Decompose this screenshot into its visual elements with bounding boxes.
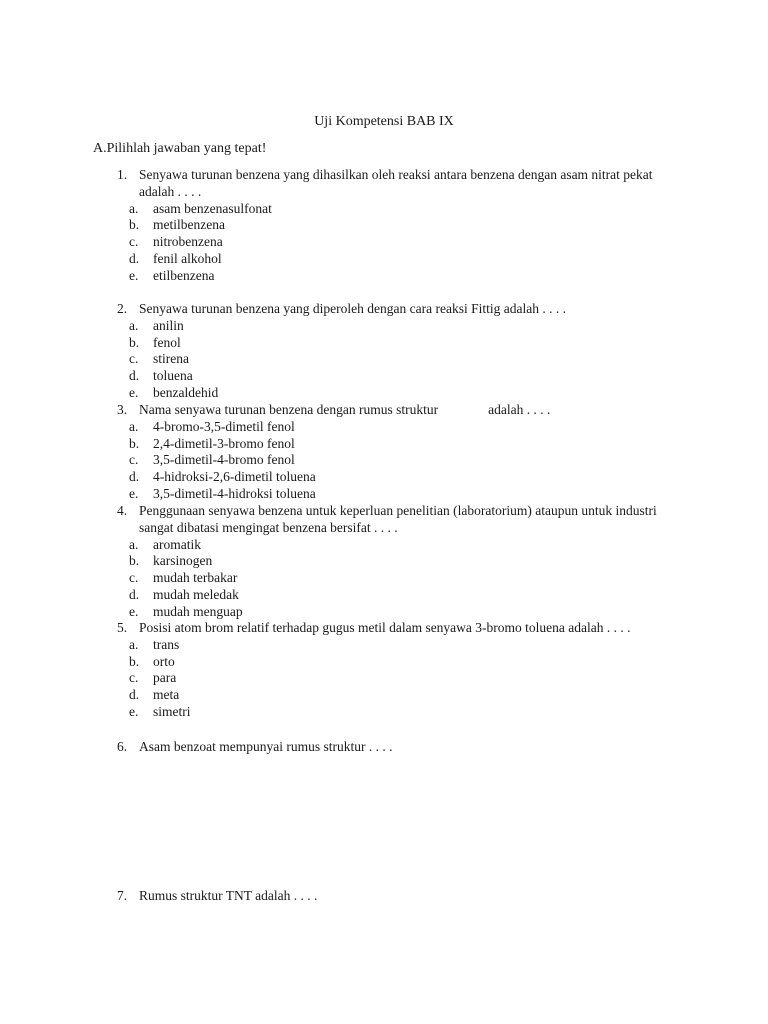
option-letter: d. — [129, 250, 140, 266]
option-d — [117, 687, 669, 704]
option-d — [117, 251, 669, 268]
option-text: para — [153, 670, 177, 686]
question-number: 5. — [117, 620, 128, 635]
option-a — [117, 419, 669, 436]
option-list — [117, 318, 669, 402]
option-text: fenil alkohol — [153, 250, 222, 266]
option-text: 4-bromo-3,5-dimetil fenol — [153, 418, 295, 434]
option-letter: b. — [129, 435, 140, 451]
question-text: Rumus struktur TNT adalah . . . . — [139, 888, 318, 903]
option-text: fenol — [153, 334, 181, 350]
question-number: 3. — [117, 402, 128, 417]
question-text: Senyawa turunan benzena yang diperoleh dengan cara reaksi Fittig adalah . . . . — [139, 301, 566, 316]
question-text-after: adalah . . . . — [488, 402, 551, 417]
option-c — [117, 351, 669, 368]
option-letter: a. — [129, 418, 139, 434]
option-letter: d. — [129, 586, 140, 602]
option-a — [117, 637, 669, 654]
option-text: 3,5-dimetil-4-hidroksi toluena — [153, 485, 316, 501]
option-text: mudah menguap — [153, 603, 243, 619]
option-letter: e. — [129, 485, 139, 501]
option-e — [117, 604, 669, 621]
option-b — [117, 436, 669, 453]
question-4 — [117, 503, 669, 621]
question-2 — [117, 301, 669, 402]
option-d — [117, 469, 669, 486]
option-letter: c. — [129, 570, 139, 586]
question-text-before: Nama senyawa turunan benzena dengan rumus struktur — [139, 402, 439, 417]
option-d — [117, 587, 669, 604]
option-text: simetri — [153, 703, 191, 719]
option-b — [117, 654, 669, 671]
option-text: 4-hidroksi-2,6-dimetil toluena — [153, 469, 316, 485]
question-number: 2. — [117, 301, 128, 316]
question-number: 4. — [117, 503, 128, 518]
option-letter: a. — [129, 636, 139, 652]
option-c — [117, 452, 669, 469]
section-instruction: A.Pilihlah jawaban yang tepat! — [93, 141, 267, 156]
option-text: 3,5-dimetil-4-bromo fenol — [153, 452, 295, 468]
question-5 — [117, 620, 669, 721]
option-text: karsinogen — [153, 553, 213, 569]
question-6 — [117, 739, 669, 756]
option-b — [117, 217, 669, 234]
option-list — [117, 637, 669, 721]
option-letter: b. — [129, 553, 140, 569]
option-text: orto — [153, 653, 175, 669]
option-b — [117, 335, 669, 352]
option-text: mudah terbakar — [153, 570, 238, 586]
option-e — [117, 486, 669, 503]
option-e — [117, 268, 669, 285]
option-letter: b. — [129, 217, 140, 233]
option-list — [117, 201, 669, 285]
option-text: benzaldehid — [153, 384, 219, 400]
option-a — [117, 318, 669, 335]
option-letter: a. — [129, 317, 139, 333]
option-list — [117, 419, 669, 503]
option-text: aromatik — [153, 536, 201, 552]
option-letter: a. — [129, 536, 139, 552]
option-text: trans — [153, 636, 180, 652]
option-letter: d. — [129, 368, 140, 384]
option-letter: d. — [129, 469, 140, 485]
question-1 — [117, 167, 669, 285]
option-text: toluena — [153, 368, 193, 384]
option-text: stirena — [153, 351, 189, 367]
option-letter: b. — [129, 653, 140, 669]
option-letter: c. — [129, 670, 139, 686]
option-text: etilbenzena — [153, 267, 215, 283]
option-e — [117, 704, 669, 721]
option-letter: e. — [129, 384, 139, 400]
option-letter: e. — [129, 703, 139, 719]
option-letter: c. — [129, 452, 139, 468]
option-text: 2,4-dimetil-3-bromo fenol — [153, 435, 295, 451]
page-title: Uji Kompetensi BAB IX — [314, 114, 454, 129]
option-letter: d. — [129, 687, 140, 703]
option-e — [117, 385, 669, 402]
option-b — [117, 553, 669, 570]
option-letter: e. — [129, 267, 139, 283]
option-letter: c. — [129, 351, 139, 367]
option-letter: c. — [129, 234, 139, 250]
option-text: meta — [153, 687, 180, 703]
option-c — [117, 234, 669, 251]
question-number: 6. — [117, 739, 128, 754]
option-a — [117, 201, 669, 218]
option-letter: b. — [129, 334, 140, 350]
option-text: asam benzenasulfonat — [153, 200, 272, 216]
question-text — [139, 402, 669, 419]
question-7 — [117, 888, 669, 905]
option-c — [117, 670, 669, 687]
option-text: mudah meledak — [153, 586, 239, 602]
option-d — [117, 368, 669, 385]
question-text: Posisi atom brom relatif terhadap gugus metil dalam senyawa 3-bromo toluena adalah . . . . — [139, 620, 631, 635]
question-number: 1. — [117, 167, 128, 182]
option-text: metilbenzena — [153, 217, 225, 233]
option-text: nitrobenzena — [153, 234, 223, 250]
option-letter: e. — [129, 603, 139, 619]
option-text: anilin — [153, 317, 184, 333]
option-list — [117, 537, 669, 621]
question-text: Asam benzoat mempunyai rumus struktur . . . . — [139, 739, 393, 754]
option-a — [117, 537, 669, 554]
question-3 — [117, 402, 669, 503]
question-text: Senyawa turunan benzena yang dihasilkan oleh reaksi antara benzena dengan asam nitrat pekat adalah . . . . — [139, 167, 653, 199]
question-text: Penggunaan senyawa benzena untuk keperluan penelitian (laboratorium) ataupun untuk industri sangat dibatasi mengingat benzena bersifat . . . . — [139, 503, 657, 535]
option-letter: a. — [129, 200, 139, 216]
option-c — [117, 570, 669, 587]
question-number: 7. — [117, 888, 128, 903]
